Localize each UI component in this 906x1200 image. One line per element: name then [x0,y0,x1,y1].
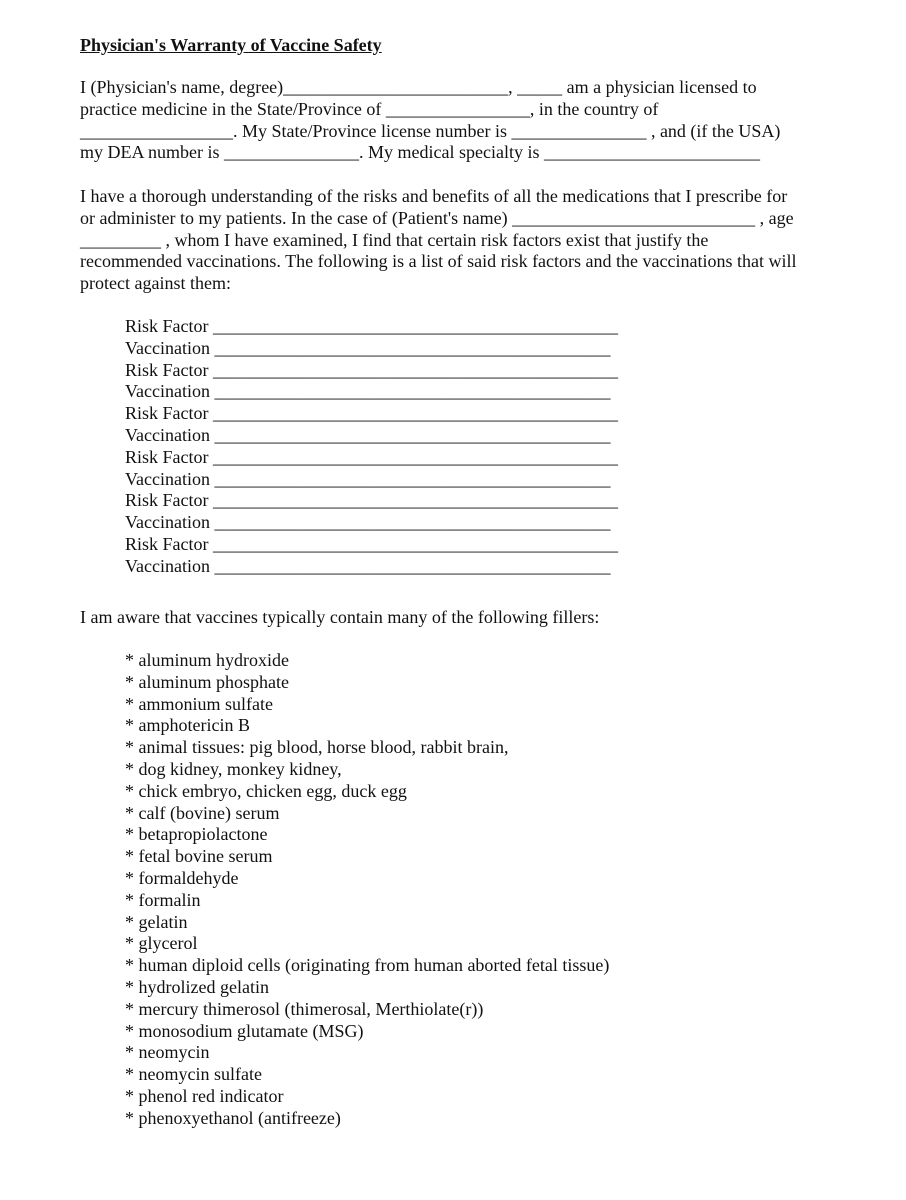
filler-item: * phenoxyethanol (antifreeze) [125,1107,341,1128]
vaccination-row: Vaccination ____________________________________________ [125,424,611,445]
paragraph-line: I am aware that vaccines typically contain many of the following fillers: [80,607,600,627]
paragraph-line: I have a thorough understanding of the risks and benefits of all the medications that I prescribe for [80,186,788,206]
filler-item: * betapropiolactone [125,824,268,845]
paragraph-line: or administer to my patients. In the case of (Patient's name) ___________________________ , age [80,207,794,228]
risk-factor-row: Risk Factor _____________________________________________ [125,446,618,467]
filler-item: * aluminum phosphate [125,671,289,692]
vaccination-row: Vaccination ____________________________________________ [125,512,611,533]
physician-info-paragraph [80,77,850,164]
risk-factor-row: Risk Factor _____________________________________________ [125,359,618,380]
risk-factor-row: Risk Factor _____________________________________________ [125,490,618,511]
filler-item: * aluminum hydroxide [125,650,289,670]
filler-item: * animal tissues: pig blood, horse blood, rabbit brain, [125,737,509,758]
filler-item: * human diploid cells (originating from human aborted fetal tissue) [125,955,610,976]
filler-item: * neomycin [125,1042,210,1063]
filler-item: * calf (bovine) serum [125,802,280,823]
filler-item: * gelatin [125,911,188,932]
filler-item: * mercury thimerosol (thimerosal, Merthiolate(r)) [125,998,484,1019]
risk-vaccination-list [125,316,618,578]
filler-item: * dog kidney, monkey kidney, [125,758,342,779]
filler-item: * fetal bovine serum [125,846,273,867]
filler-item: * chick embryo, chicken egg, duck egg [125,780,407,801]
filler-item: * neomycin sulfate [125,1064,262,1085]
paragraph-line: my DEA number is _______________. My medical specialty is ________________________ [80,142,760,163]
vaccination-row: Vaccination ____________________________________________ [125,468,611,489]
filler-item: * formalin [125,889,201,910]
filler-item: * ammonium sulfate [125,693,273,714]
filler-item: * monosodium glutamate (MSG) [125,1020,364,1041]
fillers-list [125,650,609,1130]
paragraph-line: protect against them: [80,273,231,294]
vaccination-row: Vaccination ____________________________________________ [125,555,611,576]
risk-factor-row: Risk Factor _____________________________________________ [125,533,618,554]
risk-factor-row: Risk Factor _____________________________________________ [125,316,618,336]
paragraph-line: recommended vaccinations. The following is a list of said risk factors and the vaccinations that will [80,251,797,272]
filler-item: * phenol red indicator [125,1085,284,1106]
risk-factor-row: Risk Factor _____________________________________________ [125,403,618,424]
fillers-intro [80,607,850,629]
vaccination-row: Vaccination ____________________________________________ [125,337,611,358]
filler-item: * glycerol [125,933,198,954]
paragraph-line: _________________. My State/Province license number is _______________ , and (if the USA) [80,120,781,141]
filler-item: * formaldehyde [125,867,239,888]
document-title: Physician's Warranty of Vaccine Safety [80,35,382,55]
risks-paragraph [80,186,850,295]
paragraph-line: _________ , whom I have examined, I find that certain risk factors exist that justify the [80,229,709,250]
paragraph-line: I (Physician's name, degree)_________________________, _____ am a physician licensed to [80,77,757,97]
filler-item: * hydrolized gelatin [125,976,269,997]
vaccination-row: Vaccination ____________________________________________ [125,381,611,402]
filler-item: * amphotericin B [125,715,250,736]
paragraph-line: practice medicine in the State/Province of ________________, in the country of [80,98,659,119]
